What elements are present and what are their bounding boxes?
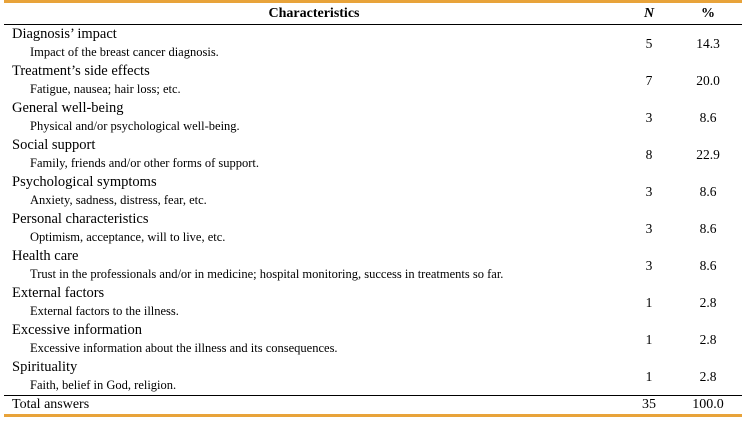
- row-percent: 8.6: [699, 183, 717, 199]
- row-description: Excessive information about the illness and its consequences.: [30, 341, 338, 355]
- row-n: 3: [645, 183, 653, 199]
- row-percent: 22.9: [696, 146, 720, 162]
- row-description: Anxiety, sadness, distress, fear, etc.: [30, 193, 207, 207]
- row-n: 3: [645, 109, 653, 125]
- results-table: [4, 0, 742, 417]
- table-row: [4, 173, 742, 210]
- row-title: Treatment’s side effects: [12, 63, 150, 79]
- total-n: 35: [642, 397, 656, 412]
- row-percent: 2.8: [699, 331, 717, 347]
- row-title: Excessive information: [12, 322, 143, 338]
- table-row: [4, 25, 742, 62]
- row-description: Impact of the breast cancer diagnosis.: [30, 45, 219, 59]
- row-title: Psychological symptoms: [12, 174, 157, 190]
- table-row: [4, 62, 742, 99]
- table-row: [4, 136, 742, 173]
- row-description: Trust in the professionals and/or in medicine; hospital monitoring, success in treatments so far.: [30, 267, 504, 281]
- total-row: [4, 396, 742, 414]
- header-percent: %: [701, 5, 715, 21]
- total-percent: 100.0: [692, 397, 724, 412]
- row-n: 1: [645, 294, 653, 310]
- row-description: Family, friends and/or other forms of support.: [30, 156, 260, 170]
- row-title: Personal characteristics: [12, 211, 149, 227]
- table-row: [4, 99, 742, 136]
- row-percent: 2.8: [699, 368, 717, 384]
- row-title: General well-being: [12, 100, 124, 116]
- row-percent: 8.6: [699, 220, 717, 236]
- row-n: 1: [645, 368, 653, 384]
- row-description: Fatigue, nausea; hair loss; etc.: [30, 82, 181, 96]
- header-n: N: [643, 5, 655, 21]
- row-description: External factors to the illness.: [30, 304, 179, 318]
- table-row: [4, 210, 742, 247]
- row-percent: 2.8: [699, 294, 717, 310]
- row-percent: 8.6: [699, 257, 717, 273]
- row-title: Diagnosis’ impact: [12, 26, 117, 42]
- row-percent: 14.3: [696, 35, 720, 51]
- row-title: Health care: [12, 248, 79, 264]
- table-bottom-rule: [4, 414, 742, 417]
- row-n: 3: [645, 257, 653, 273]
- row-n: 5: [645, 35, 653, 51]
- row-percent: 8.6: [699, 109, 717, 125]
- table-row: [4, 284, 742, 321]
- row-title: External factors: [12, 285, 105, 301]
- total-label: Total answers: [12, 397, 90, 412]
- row-n: 3: [645, 220, 653, 236]
- row-title: Spirituality: [12, 359, 78, 375]
- table-row: [4, 247, 742, 284]
- row-description: Physical and/or psychological well-being.: [30, 119, 240, 133]
- row-description: Optimism, acceptance, will to live, etc.: [30, 230, 226, 244]
- row-title: Social support: [12, 137, 96, 153]
- table-row: [4, 321, 742, 358]
- row-description: Faith, belief in God, religion.: [30, 378, 177, 392]
- row-n: 7: [645, 72, 653, 88]
- row-n: 1: [645, 331, 653, 347]
- row-percent: 20.0: [696, 72, 720, 88]
- table-header: [4, 3, 742, 24]
- table-row: [4, 358, 742, 395]
- header-characteristics: Characteristics: [268, 5, 360, 21]
- row-n: 8: [645, 146, 653, 162]
